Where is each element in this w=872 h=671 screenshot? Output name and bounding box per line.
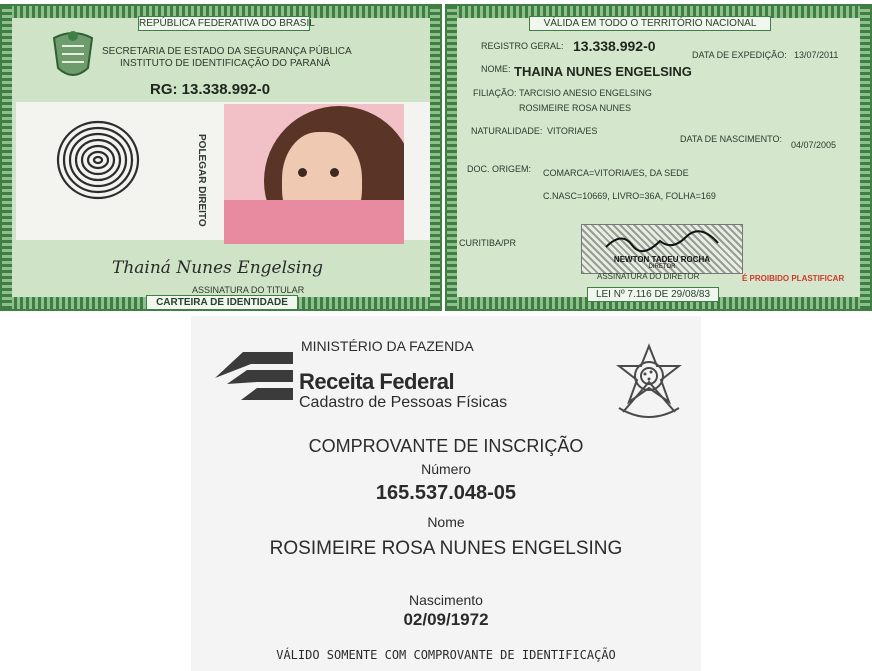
director-signature-label: ASSINATURA DO DIRETOR — [597, 272, 700, 281]
brand-subtitle: Cadastro de Pessoas Físicas — [299, 394, 508, 411]
holder-photo — [224, 104, 404, 244]
holder-signature: Thainá Nunes Engelsing — [112, 258, 324, 278]
nascimento-value: 04/07/2005 — [791, 140, 837, 150]
doc-origem-line-2: C.NASC=10669, LIVRO=36A, FOLHA=169 — [543, 191, 716, 201]
birth-date: 02/09/1972 — [403, 610, 489, 629]
nome-value: THAINA NUNES ENGELSING — [514, 64, 692, 79]
id-card-front — [0, 4, 442, 311]
director-signature-scribble — [602, 229, 722, 255]
nome-label: NOME: — [481, 64, 511, 74]
naturalidade-value: VITORIA/ES — [547, 126, 598, 136]
brand-name: Receita Federal — [299, 369, 455, 394]
doc-origem-line-1: COMARCA=VITORIA/ES, DA SEDE — [543, 168, 689, 178]
director-role: DIRETOR — [648, 264, 676, 270]
ministry-title: MINISTÉRIO DA FAZENDA — [301, 338, 474, 354]
expedicao-label: DATA DE EXPEDIÇÃO: — [692, 50, 787, 60]
back-header: VÁLIDA EM TODO O TERRITÓRIO NACIONAL — [529, 16, 771, 31]
rg-number: RG: 13.338.992-0 — [150, 81, 271, 98]
expedicao-value: 13/07/2011 — [794, 50, 839, 60]
brazil-coat-of-arms-icon — [609, 342, 689, 430]
id-card-back — [445, 4, 872, 311]
parana-coat-of-arms-icon — [48, 28, 98, 84]
numero-label: Número — [421, 461, 471, 477]
agency-line-2: INSTITUTO DE IDENTIFICAÇÃO DO PARANÁ — [120, 58, 331, 69]
left-border-band — [447, 6, 457, 309]
filiacao-father: TARCISIO ANESIO ENGELSING — [519, 88, 652, 98]
nascimento-label: DATA DE NASCIMENTO: — [680, 134, 783, 144]
law-reference: LEI Nº 7.116 DE 29/08/83 — [587, 287, 719, 302]
receita-federal-logo-icon — [213, 350, 295, 404]
fingerprint-icon — [50, 114, 146, 206]
issuing-city: CURITIBA/PR — [459, 238, 517, 248]
filiacao-mother: ROSIMEIRE ROSA NUNES — [519, 103, 632, 113]
validity-footer: VÁLIDO SOMENTE COM COMPROVANTE DE IDENTIFICAÇÃO — [276, 648, 616, 662]
doc-origem-label: DOC. ORIGEM: — [467, 164, 532, 174]
cpf-number: 165.537.048-05 — [375, 482, 517, 504]
director-name: NEWTON TADEU ROCHA — [613, 255, 711, 264]
lamination-warning: É PROIBIDO PLASTIFICAR — [742, 274, 845, 283]
right-border-band — [430, 6, 440, 309]
certificate-title: COMPROVANTE DE INSCRIÇÃO — [308, 436, 584, 456]
left-border-band — [2, 6, 12, 309]
front-header: REPÚBLICA FEDERATIVA DO BRASIL — [139, 18, 315, 29]
registro-label: REGISTRO GERAL: — [481, 41, 564, 51]
front-footer: CARTEIRA DE IDENTIDADE — [146, 295, 298, 310]
nascimento-label: Nascimento — [409, 592, 483, 608]
cpf-card — [191, 316, 701, 671]
holder-name: ROSIMEIRE ROSA NUNES ENGELSING — [269, 538, 623, 559]
director-signature-box — [581, 224, 743, 274]
right-border-band — [860, 6, 870, 309]
filiacao-label: FILIAÇÃO: — [473, 88, 517, 98]
nome-label: Nome — [427, 514, 465, 530]
agency-line-1: SECRETARIA DE ESTADO DA SEGURANÇA PÚBLICA — [102, 46, 352, 57]
registro-value: 13.338.992-0 — [573, 38, 656, 54]
signature-label: ASSINATURA DO TITULAR — [192, 285, 305, 295]
thumb-label: POLEGAR DIREITO — [196, 134, 207, 227]
naturalidade-label: NATURALIDADE: — [471, 126, 543, 136]
